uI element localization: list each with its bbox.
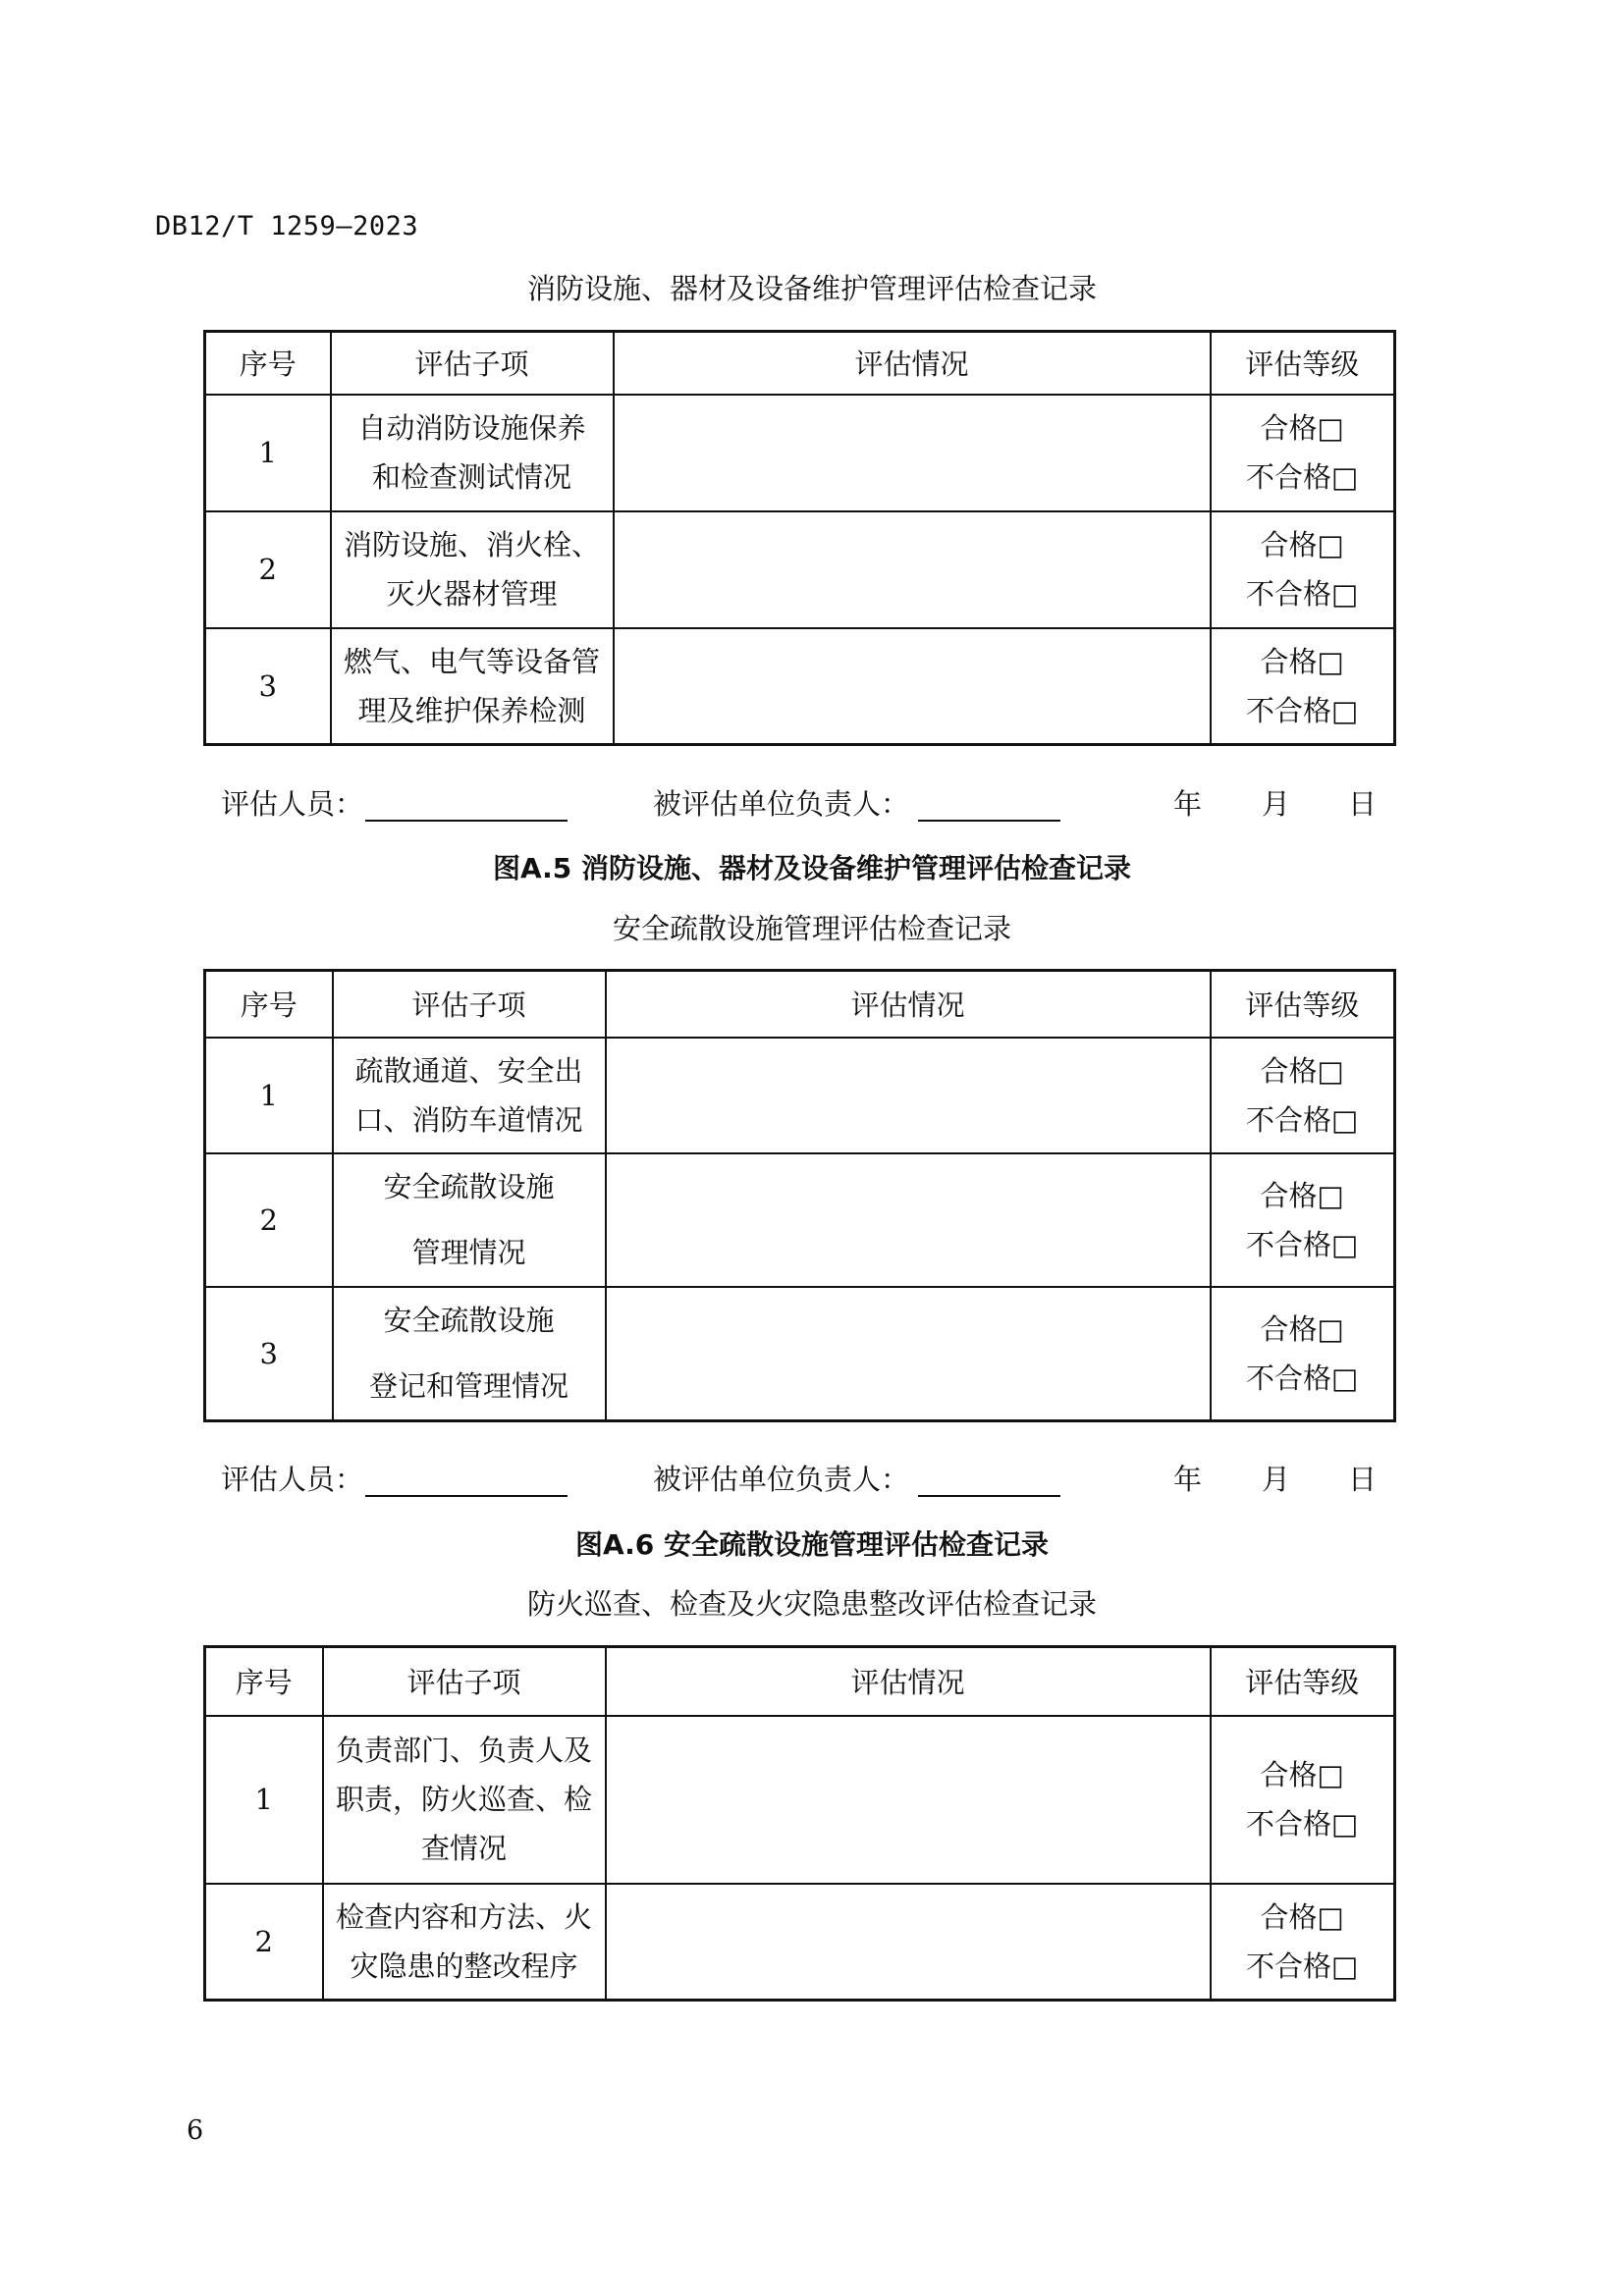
table-row: [205, 1038, 1395, 1153]
year-label: 年: [1173, 787, 1203, 821]
grade-cell: [1211, 1287, 1395, 1421]
sub-item-line: 检查内容和方法、火: [335, 1899, 592, 1934]
sub-item-line: 灾隐患的整改程序: [350, 1949, 578, 1983]
situation-field[interactable]: [606, 1716, 1211, 1884]
sub-item-line: 安全疏散设施: [383, 1303, 555, 1337]
month-label: 月: [1262, 787, 1291, 821]
situation-field[interactable]: [606, 1287, 1211, 1421]
responsible-signature-line[interactable]: [918, 1495, 1060, 1497]
column-header-sub-item: 评估子项: [323, 1647, 606, 1716]
column-header-grade: 评估等级: [1211, 332, 1395, 395]
fail-checkbox[interactable]: 不合格□: [1246, 1227, 1359, 1261]
responsible-signature-line[interactable]: [918, 820, 1060, 822]
row-number: 2: [205, 1153, 333, 1287]
table-header-row: [205, 971, 1395, 1038]
grade-cell: [1211, 1884, 1395, 2001]
pass-checkbox[interactable]: 合格□: [1260, 1178, 1344, 1212]
day-label: 日: [1348, 1463, 1378, 1496]
fail-checkbox[interactable]: 不合格□: [1246, 1949, 1359, 1983]
sub-item-cell: [323, 1884, 606, 2001]
sub-item-line: 消防设施、消火栓、: [343, 528, 600, 561]
sub-item-line: 自动消防设施保养: [357, 411, 586, 445]
table-title: 防火巡查、检查及火灾隐患整改评估检查记录: [526, 1587, 1097, 1621]
fail-checkbox[interactable]: 不合格□: [1246, 577, 1359, 611]
responsible-person-label: 被评估单位负责人：: [653, 1463, 910, 1496]
pass-checkbox[interactable]: 合格□: [1260, 1899, 1344, 1934]
sub-item-line: 燃气、电气等设备管: [343, 644, 600, 678]
table-header-row: [205, 332, 1395, 395]
column-header-sub-item: 评估子项: [333, 971, 606, 1038]
sub-item-cell: [331, 628, 614, 745]
sub-item-line: 登记和管理情况: [368, 1368, 568, 1403]
table-title: 消防设施、器材及设备维护管理评估检查记录: [526, 272, 1097, 305]
month-label: 月: [1262, 1463, 1291, 1496]
sub-item-line: 疏散通道、安全出: [354, 1053, 583, 1088]
pass-checkbox[interactable]: 合格□: [1260, 1758, 1344, 1791]
assessor-signature-line[interactable]: [365, 820, 568, 822]
fail-checkbox[interactable]: 不合格□: [1246, 1361, 1359, 1395]
column-header-no: 序号: [205, 971, 333, 1038]
sub-item-line: 和检查测试情况: [371, 460, 571, 494]
responsible-person-label: 被评估单位负责人：: [653, 787, 910, 821]
table-row: [205, 1287, 1395, 1421]
sub-item-line: 查情况: [420, 1832, 507, 1865]
sub-item-line: 口、消防车道情况: [354, 1102, 583, 1137]
document-code: DB12/T 1259—2023: [155, 211, 419, 241]
column-header-grade: 评估等级: [1211, 1647, 1395, 1716]
table-row: [205, 511, 1395, 628]
column-header-no: 序号: [205, 332, 331, 395]
row-number: 2: [205, 511, 331, 628]
table-row: [205, 1884, 1395, 2001]
column-header-sub-item: 评估子项: [331, 332, 614, 395]
sub-item-line: 负责部门、负责人及: [335, 1734, 592, 1767]
year-label: 年: [1173, 1463, 1203, 1496]
assessment-table: [203, 330, 1396, 746]
table-row: [205, 1716, 1395, 1884]
sub-item-line: 管理情况: [411, 1235, 526, 1269]
day-label: 日: [1348, 787, 1378, 821]
row-number: 2: [205, 1884, 323, 2001]
row-number: 1: [205, 395, 331, 511]
sub-item-cell: [333, 1038, 606, 1153]
sub-item-cell: [331, 511, 614, 628]
grade-cell: [1211, 628, 1395, 745]
grade-cell: [1211, 1038, 1395, 1153]
column-header-no: 序号: [205, 1647, 323, 1716]
pass-checkbox[interactable]: 合格□: [1260, 1053, 1344, 1088]
fail-checkbox[interactable]: 不合格□: [1246, 460, 1359, 494]
assessor-label: 评估人员：: [221, 1463, 364, 1496]
sub-item-cell: [331, 395, 614, 511]
grade-cell: [1211, 1153, 1395, 1287]
row-number: 3: [205, 628, 331, 745]
situation-field[interactable]: [614, 511, 1211, 628]
signature-row: [221, 1458, 1378, 1501]
sub-item-cell: [323, 1716, 606, 1884]
situation-field[interactable]: [614, 628, 1211, 745]
sub-item-cell: [333, 1153, 606, 1287]
assessment-table: [203, 969, 1396, 1422]
sub-item-line: 安全疏散设施: [383, 1169, 555, 1203]
fail-checkbox[interactable]: 不合格□: [1246, 1102, 1359, 1137]
fail-checkbox[interactable]: 不合格□: [1246, 693, 1359, 727]
table-title: 安全疏散设施管理评估检查记录: [612, 912, 1011, 945]
situation-field[interactable]: [606, 1153, 1211, 1287]
assessor-label: 评估人员：: [221, 787, 364, 821]
grade-cell: [1211, 395, 1395, 511]
grade-cell: [1211, 1716, 1395, 1884]
sub-item-line: 灭火器材管理: [386, 577, 558, 611]
figure-caption: 图A.6 安全疏散设施管理评估检查记录: [574, 1528, 1050, 1561]
pass-checkbox[interactable]: 合格□: [1260, 644, 1344, 678]
row-number: 1: [205, 1716, 323, 1884]
grade-cell: [1211, 511, 1395, 628]
column-header-situation: 评估情况: [606, 1647, 1211, 1716]
table-row: [205, 628, 1395, 745]
column-header-grade: 评估等级: [1211, 971, 1395, 1038]
fail-checkbox[interactable]: 不合格□: [1246, 1807, 1359, 1841]
row-number: 3: [205, 1287, 333, 1421]
table-row: [205, 395, 1395, 511]
column-header-situation: 评估情况: [614, 332, 1211, 395]
situation-field[interactable]: [614, 395, 1211, 511]
pass-checkbox[interactable]: 合格□: [1260, 1311, 1344, 1346]
assessment-table: [203, 1645, 1396, 2002]
page-number: 6: [187, 2115, 204, 2146]
situation-field[interactable]: [606, 1884, 1211, 2001]
figure-caption: 图A.5 消防设施、器材及设备维护管理评估检查记录: [492, 852, 1132, 884]
sub-item-line: 职责，防火巡查、检: [335, 1783, 592, 1816]
situation-field[interactable]: [606, 1038, 1211, 1153]
table-row: [205, 1153, 1395, 1287]
sub-item-line: 理及维护保养检测: [357, 693, 586, 727]
pass-checkbox[interactable]: 合格□: [1260, 528, 1344, 561]
table-header-row: [205, 1647, 1395, 1716]
row-number: 1: [205, 1038, 333, 1153]
sub-item-cell: [333, 1287, 606, 1421]
assessor-signature-line[interactable]: [365, 1495, 568, 1497]
pass-checkbox[interactable]: 合格□: [1260, 411, 1344, 445]
column-header-situation: 评估情况: [606, 971, 1211, 1038]
signature-row: [221, 782, 1378, 826]
